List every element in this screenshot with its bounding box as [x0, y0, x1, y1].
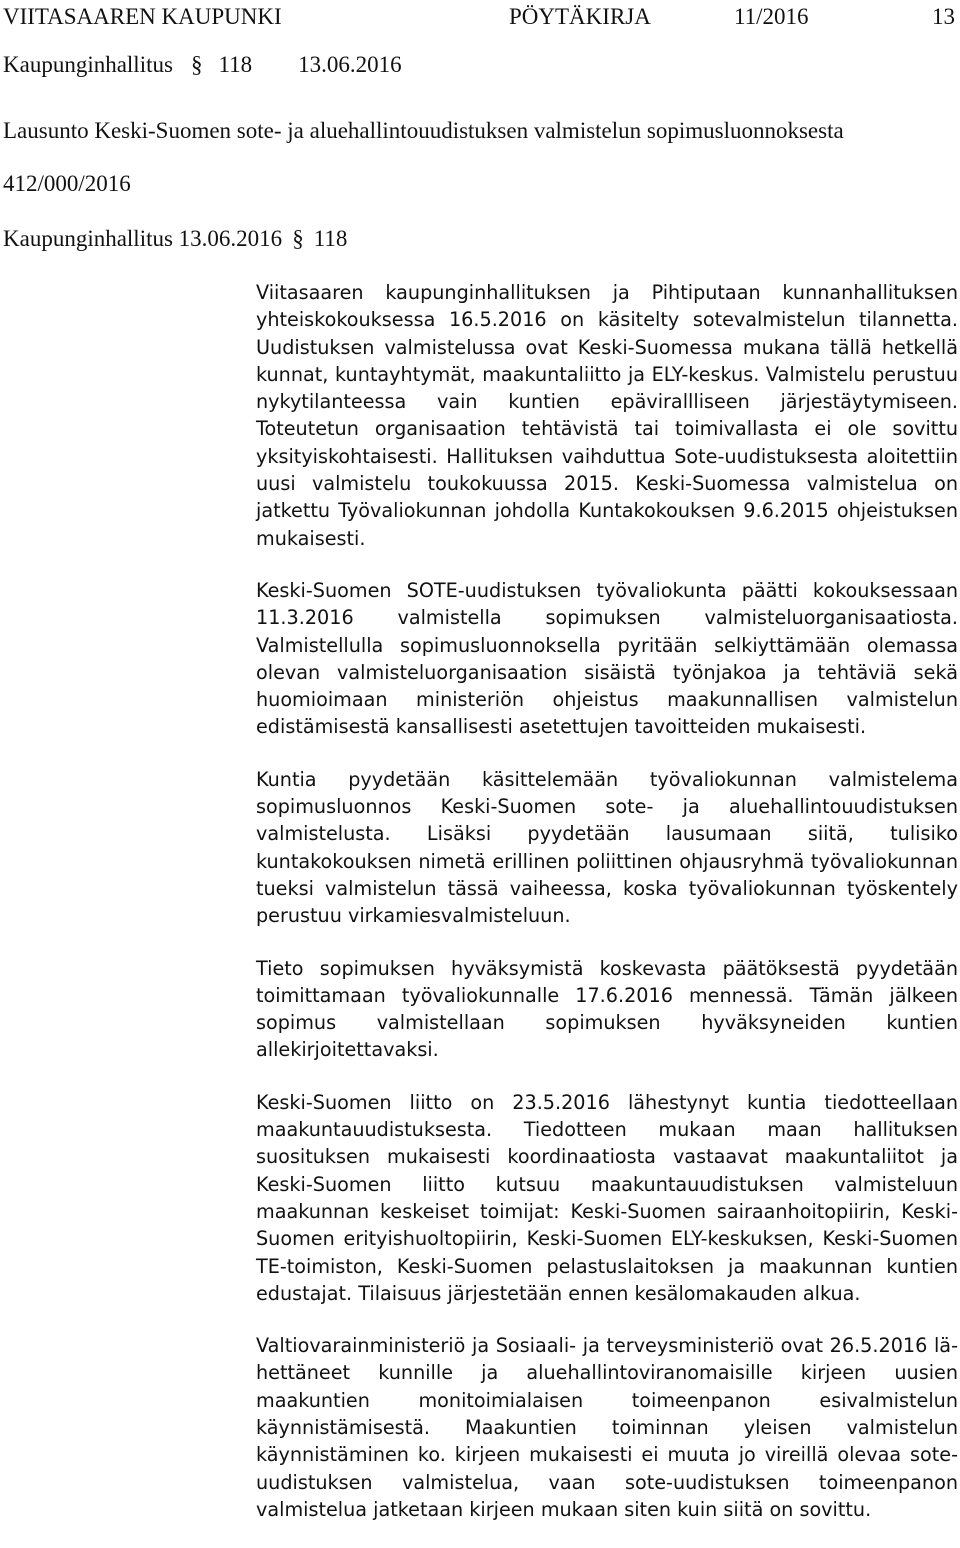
history-line [3, 225, 347, 253]
paragraph: Tieto sopimuksen hyväksymistä koskevasta päätöksestä pyydetään toimittamaan työvaliokunnalle 17.6.2016 mennessä. Tämän jälkeen sopimus valmistellaan sopimuksen hyväksyneiden kuntien allekirjoitettavaksi. [256, 956, 958, 1062]
section-number: 118 [218, 52, 253, 77]
section-mark: § [190, 52, 203, 77]
paragraph: Viitasaaren kaupunginhallituksen ja Pihtiputaan kunnanhallituksen yhteiskokouksessa 16.5.2016 on käsitelty sotevalmistelun tilannetta. Uudistuksen valmistelussa ovat Keski-Suomessa mukana tällä hetkellä kunnat, kuntayhtymät, maakuntaliitto ja ELY-keskus. Valmistelu perustuu nykytilanteessa vain kuntien epävirallliseen järjestäytymiseen. Toteutetun organisaation tehtävistä tai toimivallasta ei ole sovittu yksityiskohtaisesti. Hallituksen vaihduttua Sote-uudistuksesta aloitettiin uusi valmistelu toukokuussa 2015. Keski-Suomessa valmistelua on jatkettu Työvaliokunnan johdolla Kuntakokouksen 9.6.2015 ohjeistuksen mukaisesti. [256, 281, 958, 550]
history-section-number: 118 [313, 226, 348, 251]
paragraph: Valtiovarainministeriö ja Sosiaali- ja terveysministeriö ovat 26.5.2016 lähettäneet kunnille ja aluehallintoviranomaisille kirjeen uusien maakuntien monitoimialaisen toimeenpanon esivalmistelun käynnistämisestä. Maakuntien toiminnan yleisen valmistelun käynnistäminen ko. kirjeen mukaisesti ei muuta jo vireillä olevaa sote-uudistuksen valmistelua, vaan sote-uudistuksen toimeenpanon valmistelua jatketaan kirjeen mukaan siten kuin siitä on sovittu. [256, 1334, 958, 1521]
paragraph: Kuntia pyydetään käsittelemään työvaliokunnan valmistelema sopimusluonnos Keski-Suomen sote- ja aluehallintouudistuksen valmistelusta. Lisäksi pyydetään lausumaan siitä, tulisiko kuntakokouksen nimetä erillinen poliittinen ohjausryhmä työvaliokunnan tueksi valmistelun tässä vaiheessa, koska työvaliokunnan työskentely perustuu virkamiesvalmisteluun. [256, 767, 958, 928]
meeting-line [3, 51, 402, 79]
body-text [256, 279, 958, 1548]
meeting-body: Kaupunginhallitus [3, 52, 173, 77]
doc-type: PÖYTÄKIRJA [509, 4, 651, 29]
history-section-mark: § [292, 226, 304, 251]
org-name: VIITASAAREN KAUPUNKI [3, 4, 282, 29]
paragraph: Keski-Suomen liitto on 23.5.2016 lähestynyt kuntia tiedotteellaan maakuntauudistuksesta. Tiedotteen mukaan maan hallituksen suosituksen mukaisesti koordinaatiosta vastaavat maakuntaliitot ja Keski-Suomen liitto kutsuu maakuntauudistuksen valmisteluun maakunnan keskeiset toimijat: Keski-Suomen sairaanhoitopiirin, Keski-Suomen erityishuoltopiirin, Keski-Suomen ELY-keskuksen, Keski-Suomen TE-toimiston, Keski-Suomen pelastuslaitoksen ja maakunnan kuntien edustajat. Tilaisuus järjestetään ennen kesälomakauden alkua. [256, 1090, 958, 1305]
history-text: Kaupunginhallitus 13.06.2016 [3, 226, 283, 251]
paragraph: Keski-Suomen SOTE-uudistuksen työvaliokunta päätti kokouksessaan 11.3.2016 valmistella sopimuksen valmisteluorganisaatiosta. Valmistellulla sopimusluonnoksella pyritään selkiyttämään olemassa olevan valmisteluorganisaation sisäistä työnjakoa ja tehtäviä sekä huomioimaan ministeriön ohjeistus maakunnallisen valmistelun edistämisestä kansallisesti asetettujen tavoitteiden mukaisesti. [256, 578, 958, 739]
doc-number: 11/2016 [734, 4, 809, 29]
diary-number: 412/000/2016 [3, 171, 131, 196]
page-title: Lausunto Keski-Suomen sote- ja aluehallintouudistuksen valmistelun sopimusluonnoksesta [3, 118, 844, 143]
page-number: 13 [932, 4, 955, 29]
meeting-date: 13.06.2016 [298, 52, 402, 77]
